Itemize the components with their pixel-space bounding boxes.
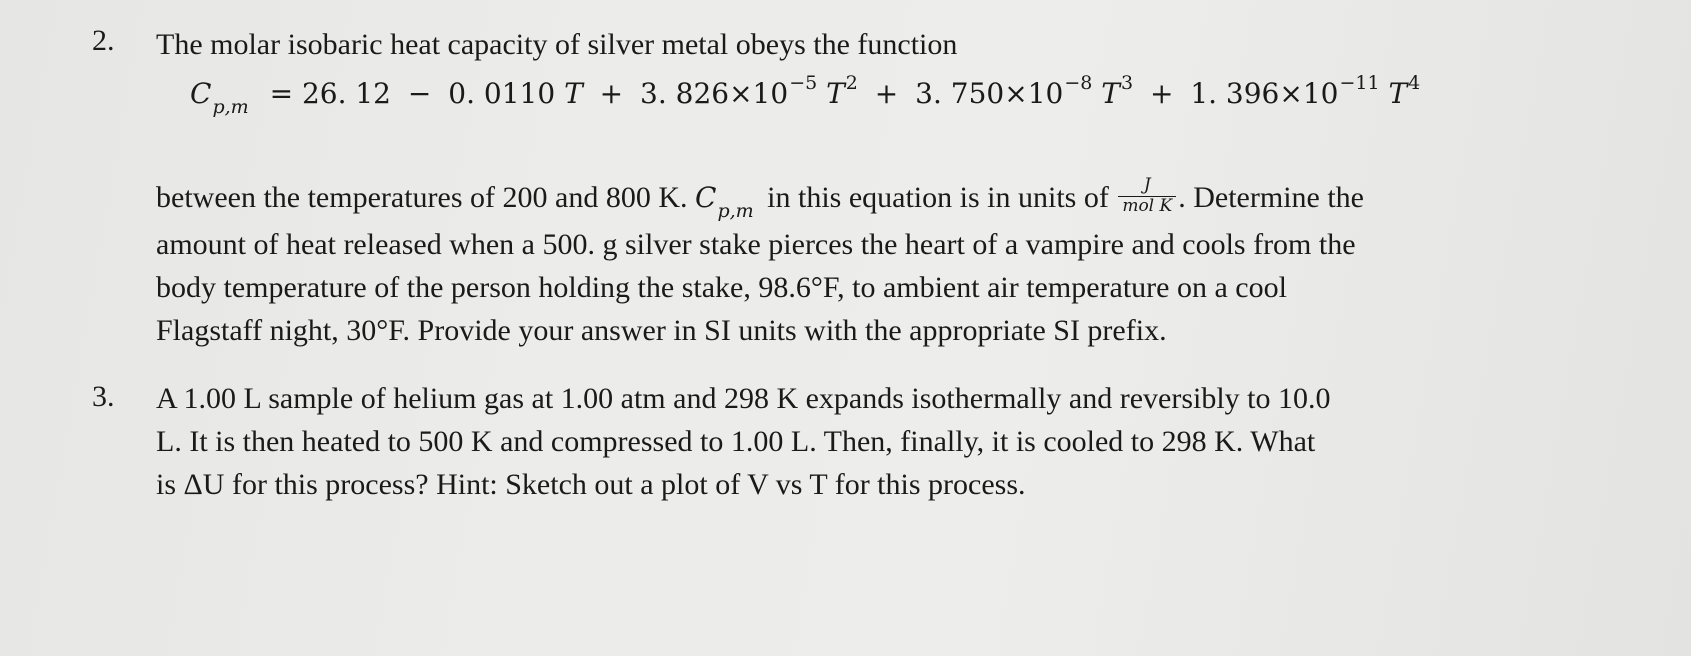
p2-line1-part-c: . Determine the [1178, 180, 1364, 214]
eq-term1: 0. 0110 [448, 77, 556, 110]
problem-2-line-4: Flagstaff night, 30°F. Provide your answer in SI units with the appropriate SI prefix. [156, 314, 1167, 347]
eq-op3: + [874, 77, 899, 110]
units-fraction [1118, 176, 1176, 216]
problem-2-line-1 [156, 175, 1364, 222]
eq-var3: T [1101, 77, 1120, 110]
problem-3-line-3: is ΔU for this process? Hint: Sketch out a plot of V vs T for this process. [156, 468, 1026, 501]
heat-capacity-equation [190, 72, 1421, 118]
p2-line1-subscript: p,m [717, 199, 754, 222]
eq-term0: 26. 12 [301, 77, 391, 110]
problem-3-line-1: A 1.00 L sample of helium gas at 1.00 atm and 298 K expands isothermally and reversibly to 10.0 [156, 382, 1331, 415]
eq-equals: = [269, 77, 294, 110]
eq-term2-exp: −5 [789, 72, 818, 94]
eq-lhs-subscript: p,m [212, 96, 249, 118]
eq-var3-exp: 3 [1120, 72, 1134, 94]
p2-line1-part-b: in this equation is in units of [767, 180, 1109, 214]
eq-var4-exp: 4 [1408, 72, 1421, 94]
eq-term3-coef: 3. 750×10 [915, 77, 1064, 110]
eq-op4: + [1149, 77, 1174, 110]
units-denominator: mol K [1122, 195, 1173, 216]
eq-op1: − [407, 77, 432, 110]
p2-line1-symbol: C [695, 180, 717, 214]
eq-var4: T [1388, 77, 1408, 110]
p2-line1-part-a: between the temperatures of 200 and 800 K. [156, 180, 688, 214]
units-numerator: J [1118, 176, 1176, 197]
eq-term3-exp: −8 [1064, 72, 1093, 94]
problem-2-line-2: amount of heat released when a 500. g silver stake pierces the heart of a vampire and cools from the [156, 228, 1356, 261]
eq-term4-coef: 1. 396×10 [1190, 77, 1339, 110]
problem-3-number: 3. [92, 380, 115, 413]
problem-2-intro: The molar isobaric heat capacity of silver metal obeys the function [156, 28, 958, 61]
eq-var1: T [564, 77, 583, 110]
eq-term2-coef: 3. 826×10 [640, 77, 789, 110]
eq-var2-exp: 2 [845, 72, 858, 94]
problem-2-number: 2. [92, 24, 115, 57]
eq-term4-exp: −11 [1339, 72, 1380, 94]
problem-3-line-2: L. It is then heated to 500 K and compressed to 1.00 L. Then, finally, it is cooled to 298 K. What [156, 425, 1316, 458]
eq-var2: T [826, 77, 845, 110]
problem-2-line-3: body temperature of the person holding the stake, 98.6°F, to ambient air temperature on a cool [156, 271, 1287, 304]
eq-lhs-symbol: C [190, 77, 212, 110]
eq-op2: + [599, 77, 624, 110]
